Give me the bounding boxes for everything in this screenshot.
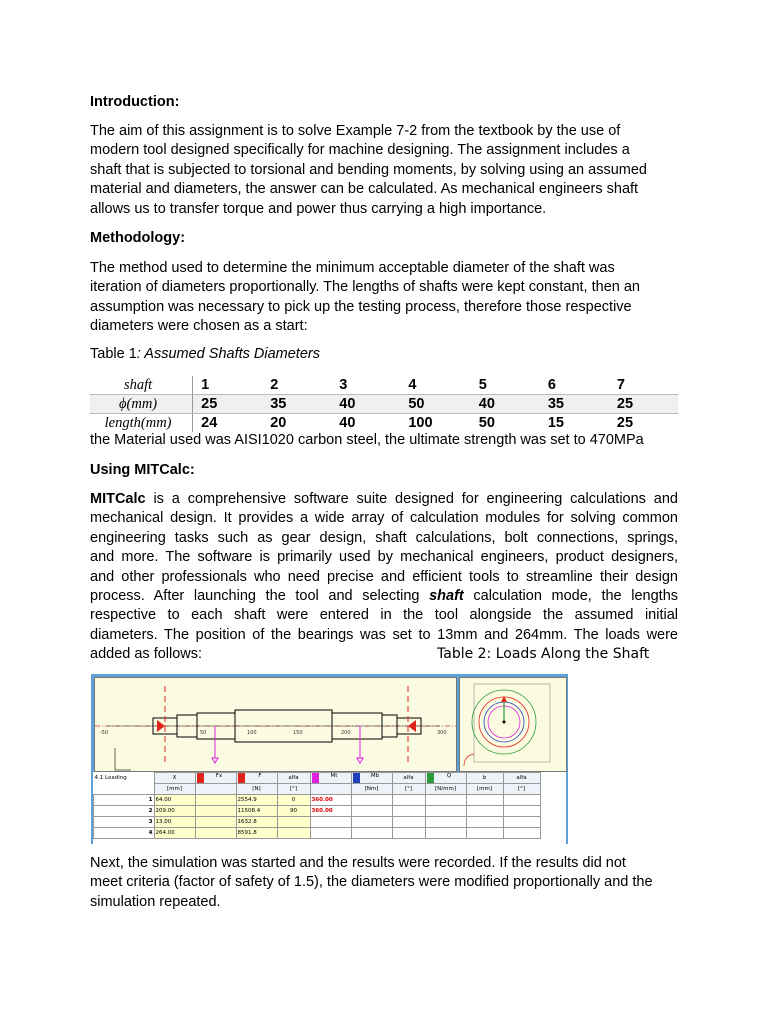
axis-tick: -50 — [100, 730, 109, 736]
axis-tick: 150 — [293, 730, 303, 736]
table1-caption: Table 1: Assumed Shafts Diameters — [90, 346, 320, 362]
mitcalc-name: MITCalc — [90, 491, 146, 507]
section-label: 4.1 Loading — [94, 775, 127, 781]
shaft-emphasis: shaft — [429, 588, 464, 605]
table-row: 2 209.00 11508.4 90 360.00 — [94, 806, 541, 817]
color-swatch — [238, 773, 245, 783]
methodology-line: The method used to determine the minimum acceptable diameter of the shaft was — [90, 260, 615, 276]
load-arrow-head-icon — [357, 758, 363, 763]
color-swatch — [353, 773, 360, 783]
axis-tick: 100 — [247, 730, 257, 736]
load-arrow-head-icon — [212, 758, 218, 763]
intro-heading: Introduction: — [90, 94, 180, 110]
intro-line: modern tool designed specifically for machine designing. The assignment includes a — [90, 142, 630, 159]
table-row: [mm] [N] [°] [Nm] [°] [N/mm] [mm] [°] — [94, 784, 541, 795]
methodology-line: assumption was necessary to pick up the testing process, therefore those respective — [90, 298, 632, 315]
closing-line: meet criteria (factor of safety of 1.5), the diameters were modified proportionally and the — [90, 874, 653, 891]
intro-line: The aim of this assignment is to solve Example 7-2 from the textbook by the use of — [90, 123, 621, 139]
shaft-diameters-table — [90, 376, 678, 432]
methodology-line: iteration of diameters proportionally. The lengths of shafts were kept constant, then an — [90, 279, 640, 296]
mitcalc-screenshot — [91, 674, 568, 844]
table-row: 4.1 Loading X Fx F alfa Mt Mb alfa Q b alfa — [94, 773, 541, 784]
axis-tick: 200 — [341, 730, 351, 736]
methodology-paragraph — [90, 259, 678, 337]
material-line: the Material used was AISI1020 carbon steel, the ultimate strength was set to 470MPa — [90, 432, 644, 448]
intro-line: material and diameters, the answer can be calculated. As mechanical engineers shaft — [90, 181, 639, 198]
table-row: 3 13.00 1632.8 — [94, 817, 541, 828]
mitcalc-paragraph: MITCalc is a comprehensive software suite designed for engineering calculations and mechanical design. It provides a wide array of calculation modules for solving common engineering tasks such as gear design, shaft calculations, bolt connections, springs, and more. The software is primarily used by mechanical engineers, product designers, and other professionals who need precise and efficient tools to streamline their design process. After launching the tool and selecting shaft calculation mode, the lengths respective to each shaft were entered in the tool alongside the assumed initial diameters. The position of the bearings was set to 13mm and 264mm. The loads were added as follows: — [90, 491, 679, 663]
methodology-heading: Methodology: — [90, 230, 186, 246]
row-label: ϕ(mm) — [90, 395, 193, 414]
intro-line: shaft that is subjected to torsional and bending moments, by solving using an assumed — [90, 161, 647, 178]
methodology-line: diameters were chosen as a start: — [90, 318, 308, 335]
axis-tick: 300 — [437, 730, 447, 736]
loading-grid — [93, 772, 566, 844]
table-row: length(mm) 24 20 40 100 50 15 25 — [90, 414, 678, 433]
color-swatch — [312, 773, 319, 783]
section-view — [460, 678, 566, 771]
intro-paragraph — [90, 122, 678, 219]
bearing-marker-icon — [157, 720, 165, 732]
mitcalc-heading: Using MITCalc: — [90, 462, 195, 478]
closing-paragraph — [90, 854, 678, 912]
rotation-icon — [464, 754, 474, 766]
axis-tick: 50 — [200, 730, 207, 736]
table-row: shaft 1 2 3 4 5 6 7 — [90, 376, 678, 395]
table-row: 4 264.00 8591.8 — [94, 828, 541, 839]
table-row: ϕ(mm) 25 35 40 50 40 35 25 — [90, 395, 678, 414]
closing-line: simulation repeated. — [90, 893, 221, 910]
closing-line: Next, the simulation was started and the results were recorded. If the results did not — [90, 855, 626, 871]
color-swatch — [197, 773, 204, 783]
intro-line: allows us to transfer torque and power thus carrying a high importance. — [90, 200, 547, 217]
row-label: shaft — [90, 376, 193, 395]
section-view-panel — [459, 677, 567, 772]
shaft-drawing-panel — [94, 677, 457, 772]
color-swatch — [427, 773, 434, 783]
table-row: 1 64.00 2554.9 0 360.00 — [94, 795, 541, 806]
row-label: length(mm) — [90, 414, 193, 433]
table2-caption: Table 2: Loads Along the Shaft — [437, 646, 650, 662]
shaft-drawing — [95, 678, 456, 771]
bearing-marker-icon — [408, 720, 416, 732]
